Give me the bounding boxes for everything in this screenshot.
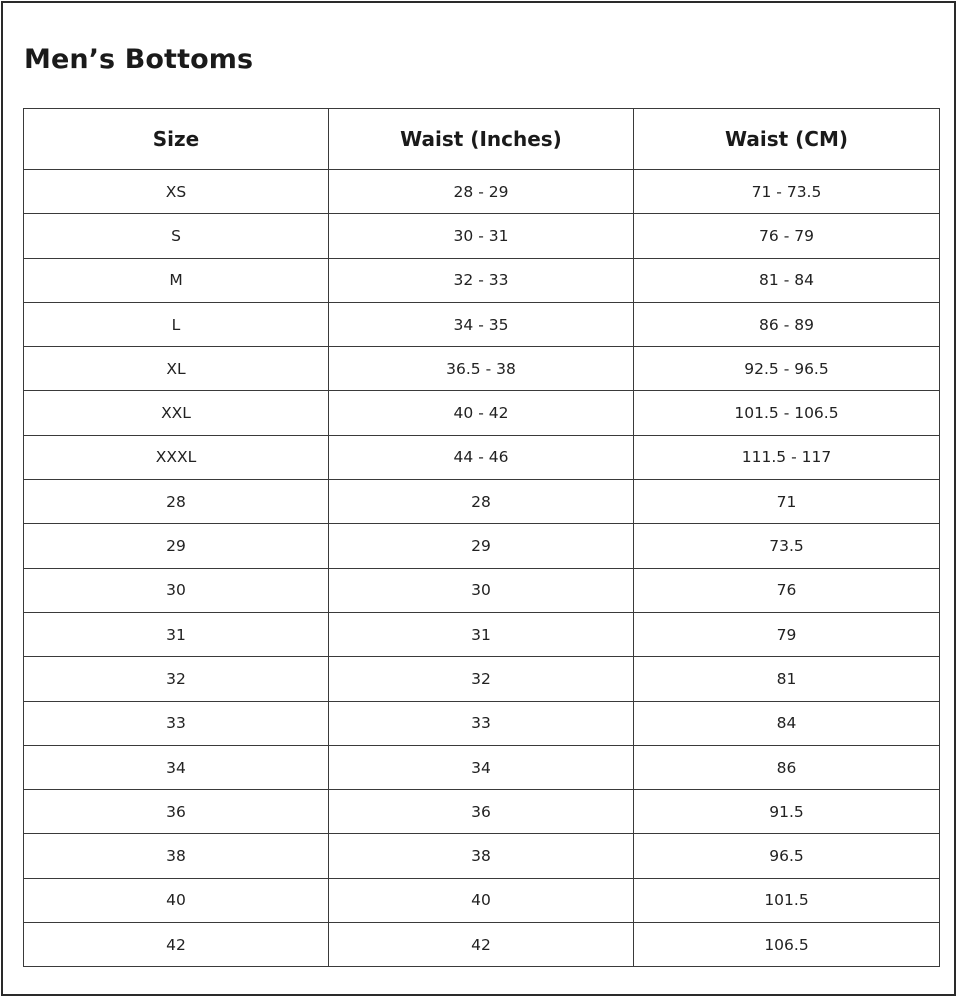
cell-waist-cm: 81 <box>634 657 940 701</box>
cell-waist-inches: 34 - 35 <box>329 302 634 346</box>
cell-size: 42 <box>24 923 329 967</box>
cell-waist-inches: 30 <box>329 568 634 612</box>
table-row <box>24 347 940 391</box>
table-row <box>24 391 940 435</box>
table-row <box>24 568 940 612</box>
table-row <box>24 258 940 302</box>
table-row <box>24 435 940 479</box>
cell-waist-cm: 76 - 79 <box>634 214 940 258</box>
cell-waist-cm: 81 - 84 <box>634 258 940 302</box>
cell-waist-inches: 28 <box>329 480 634 524</box>
cell-size: XL <box>24 347 329 391</box>
cell-waist-cm: 71 - 73.5 <box>634 170 940 214</box>
cell-waist-cm: 96.5 <box>634 834 940 878</box>
cell-size: 28 <box>24 480 329 524</box>
cell-waist-inches: 30 - 31 <box>329 214 634 258</box>
table-row <box>24 302 940 346</box>
table-row <box>24 214 940 258</box>
cell-waist-cm: 71 <box>634 480 940 524</box>
cell-waist-inches: 31 <box>329 612 634 656</box>
cell-waist-inches: 42 <box>329 923 634 967</box>
table-row <box>24 612 940 656</box>
cell-waist-inches: 40 - 42 <box>329 391 634 435</box>
cell-waist-cm: 92.5 - 96.5 <box>634 347 940 391</box>
cell-size: XXXL <box>24 435 329 479</box>
cell-waist-cm: 73.5 <box>634 524 940 568</box>
size-chart-table <box>23 108 940 967</box>
cell-size: 32 <box>24 657 329 701</box>
table-row <box>24 923 940 967</box>
cell-waist-inches: 29 <box>329 524 634 568</box>
table-row <box>24 834 940 878</box>
header-row <box>24 109 940 170</box>
cell-size: S <box>24 214 329 258</box>
cell-waist-inches: 33 <box>329 701 634 745</box>
cell-waist-cm: 111.5 - 117 <box>634 435 940 479</box>
cell-size: 34 <box>24 745 329 789</box>
table-body <box>24 170 940 967</box>
cell-size: 38 <box>24 834 329 878</box>
cell-waist-cm: 101.5 - 106.5 <box>634 391 940 435</box>
page-title: Men’s Bottoms <box>24 44 254 75</box>
cell-waist-cm: 86 - 89 <box>634 302 940 346</box>
cell-waist-inches: 36 <box>329 790 634 834</box>
column-header-size: Size <box>24 109 329 170</box>
table-header <box>24 109 940 170</box>
cell-waist-cm: 91.5 <box>634 790 940 834</box>
cell-waist-cm: 84 <box>634 701 940 745</box>
cell-size: XS <box>24 170 329 214</box>
cell-waist-cm: 86 <box>634 745 940 789</box>
table-row <box>24 878 940 922</box>
cell-waist-inches: 40 <box>329 878 634 922</box>
table-row <box>24 745 940 789</box>
table-row <box>24 480 940 524</box>
cell-size: 30 <box>24 568 329 612</box>
cell-waist-inches: 28 - 29 <box>329 170 634 214</box>
cell-waist-cm: 76 <box>634 568 940 612</box>
cell-size: M <box>24 258 329 302</box>
table-row <box>24 524 940 568</box>
cell-waist-cm: 106.5 <box>634 923 940 967</box>
table-row <box>24 657 940 701</box>
cell-size: 36 <box>24 790 329 834</box>
cell-size: XXL <box>24 391 329 435</box>
cell-size: L <box>24 302 329 346</box>
cell-size: 33 <box>24 701 329 745</box>
table-row <box>24 170 940 214</box>
column-header-waist-cm: Waist (CM) <box>634 109 940 170</box>
cell-waist-inches: 44 - 46 <box>329 435 634 479</box>
cell-size: 31 <box>24 612 329 656</box>
cell-waist-inches: 36.5 - 38 <box>329 347 634 391</box>
column-header-waist-inches: Waist (Inches) <box>329 109 634 170</box>
cell-waist-inches: 38 <box>329 834 634 878</box>
table-row <box>24 701 940 745</box>
cell-size: 40 <box>24 878 329 922</box>
cell-waist-inches: 34 <box>329 745 634 789</box>
table-row <box>24 790 940 834</box>
cell-waist-cm: 101.5 <box>634 878 940 922</box>
cell-waist-cm: 79 <box>634 612 940 656</box>
cell-waist-inches: 32 <box>329 657 634 701</box>
cell-size: 29 <box>24 524 329 568</box>
cell-waist-inches: 32 - 33 <box>329 258 634 302</box>
